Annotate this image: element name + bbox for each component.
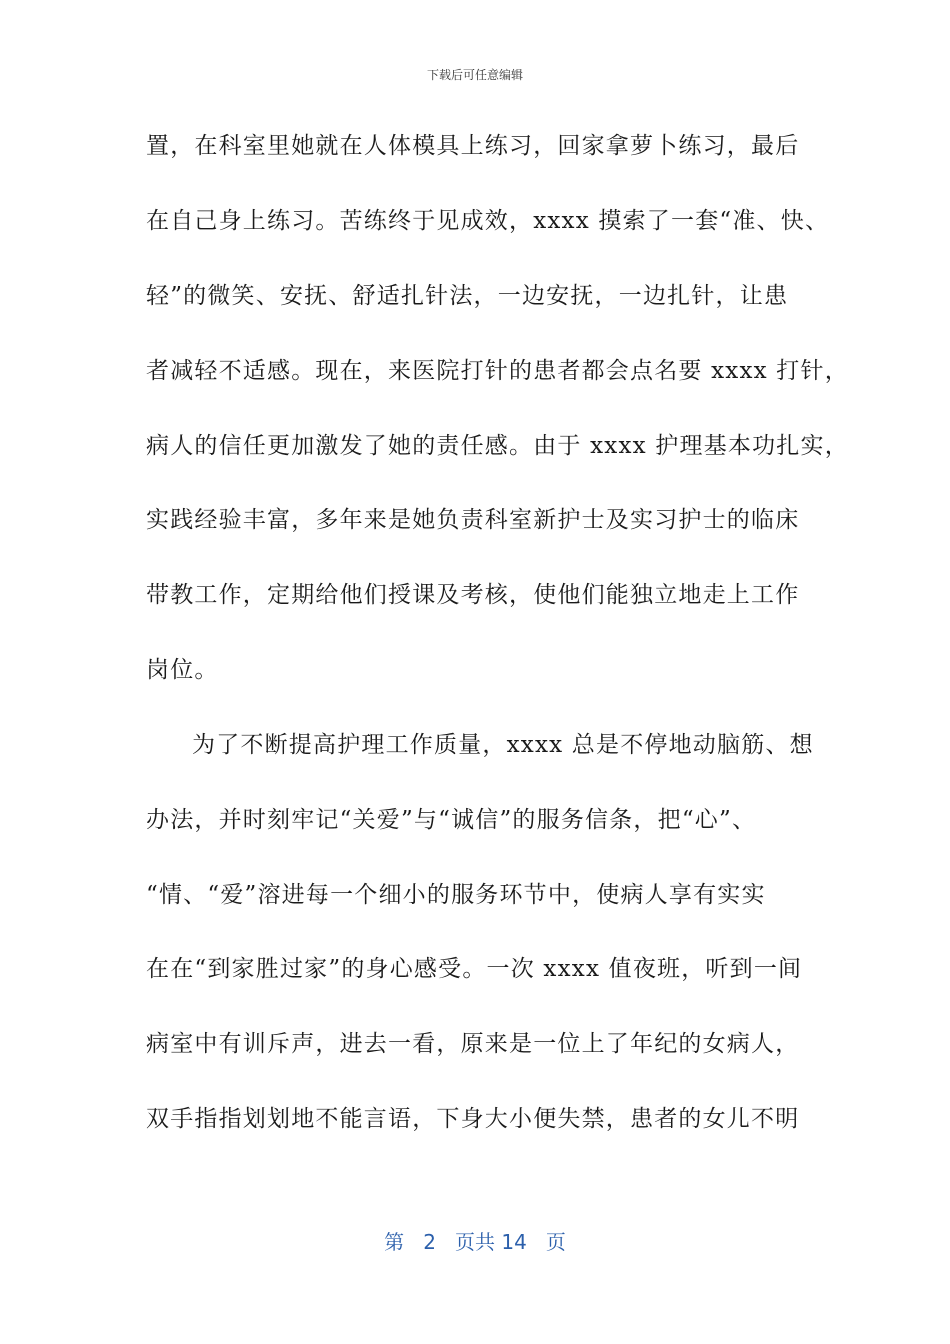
page-label-suffix: 页 — [545, 1230, 566, 1254]
page-label-prefix: 第 — [384, 1230, 405, 1254]
page-footer — [0, 1226, 950, 1255]
text-line: 者减轻不适感。现在，来医院打针的患者都会点名要 xxxx 打针， — [146, 358, 849, 384]
text-line: 病人的信任更加激发了她的责任感。由于 xxxx 护理基本功扎实， — [146, 433, 849, 459]
text-line: 置，在科室里她就在人体模具上练习，回家拿萝卜练习，最后 — [146, 133, 800, 159]
total-pages-number: 14 — [501, 1230, 527, 1254]
text-line: 办法，并时刻牢记“关爱”与“诚信”的服务信条，把“心”、 — [146, 807, 757, 833]
page-label-middle: 页共 — [455, 1230, 495, 1254]
text-line: 在自己身上练习。苦练终于见成效，xxxx 摸索了一套“准、快、 — [146, 208, 830, 234]
text-line: 轻”的微笑、安抚、舒适扎针法，一边安抚，一边扎针，让患 — [146, 283, 789, 309]
header-note: 下载后可任意编辑 — [426, 68, 523, 82]
current-page-number: 2 — [423, 1230, 436, 1254]
text-line: 在在“到家胜过家”的身心感受。一次 xxxx 值夜班，听到一间 — [146, 956, 803, 982]
text-line: 双手指指划划地不能言语，下身大小便失禁，患者的女儿不明 — [146, 1106, 800, 1132]
text-line: 实践经验丰富，多年来是她负责科室新护士及实习护士的临床 — [146, 507, 800, 533]
text-line: 为了不断提高护理工作质量，xxxx 总是不停地动脑筋、想 — [192, 732, 814, 758]
text-line: 岗位。 — [146, 657, 219, 683]
text-line: 病室中有训斥声，进去一看，原来是一位上了年纪的女病人， — [146, 1031, 800, 1057]
text-line: 带教工作，定期给他们授课及考核，使他们能独立地走上工作 — [146, 582, 800, 608]
text-line: “情、“爱”溶进每一个细小的服务环节中，使病人享有实实 — [146, 882, 766, 908]
